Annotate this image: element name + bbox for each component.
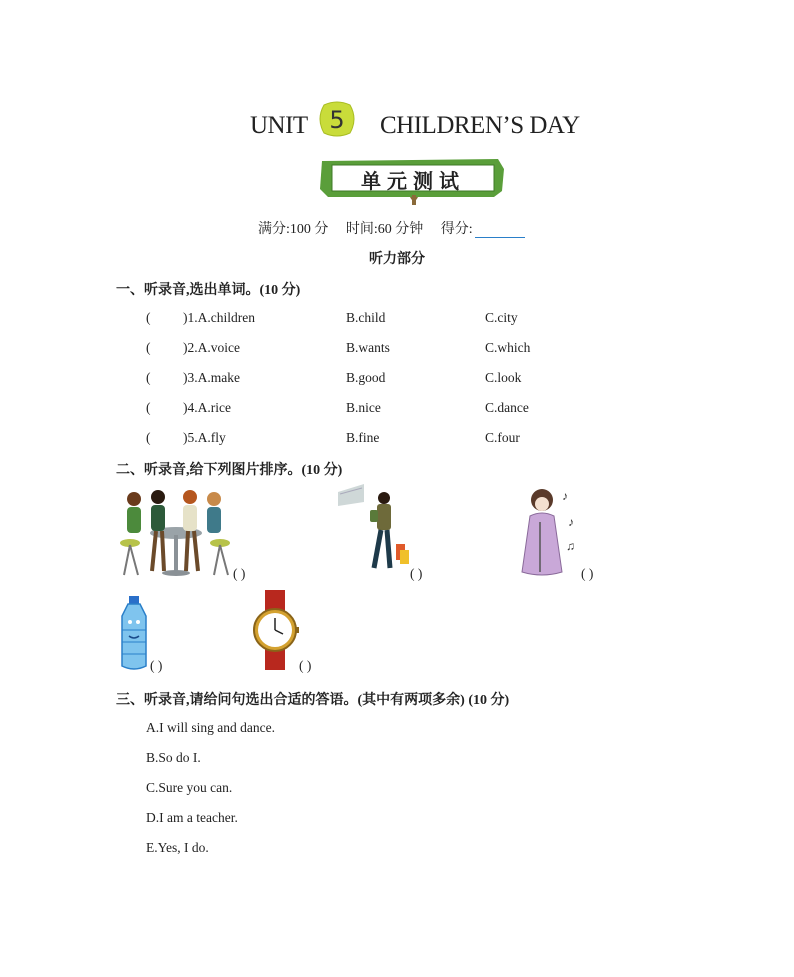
option-c: C.four bbox=[485, 430, 520, 445]
option-a: )3.A.make bbox=[183, 370, 240, 385]
option-b: B.nice bbox=[346, 400, 381, 415]
test-banner bbox=[318, 157, 506, 207]
unit-number-badge bbox=[318, 101, 356, 137]
wrist-watch-icon bbox=[250, 590, 300, 670]
picture3-answer[interactable]: ( ) bbox=[581, 566, 594, 581]
time-limit: 时间:60 分钟 bbox=[345, 222, 424, 237]
option-b: B.good bbox=[346, 370, 386, 385]
unit-name: CHILDREN’S DAY bbox=[380, 112, 580, 139]
option-b: B.fine bbox=[346, 430, 380, 445]
answer-option-b: B.So do I. bbox=[146, 750, 201, 765]
svg-text:♫: ♫ bbox=[566, 539, 575, 553]
unit-number: 5 bbox=[329, 106, 345, 134]
total-score: 满分:100 分 bbox=[258, 222, 329, 237]
answer-paren[interactable]: ( bbox=[146, 340, 151, 355]
answer-paren[interactable]: ( bbox=[146, 400, 151, 415]
part-title: 听力部分 bbox=[369, 252, 425, 267]
answer-option-a: A.I will sing and dance. bbox=[146, 720, 275, 735]
banner-text: 单元测试 bbox=[361, 169, 465, 193]
option-a: )4.A.rice bbox=[183, 400, 231, 415]
option-c: C.city bbox=[485, 310, 518, 325]
answer-paren[interactable]: ( bbox=[146, 430, 151, 445]
picture2-answer[interactable]: ( ) bbox=[410, 566, 423, 581]
score-label: 得分: bbox=[440, 222, 473, 237]
answer-paren[interactable]: ( bbox=[146, 310, 151, 325]
option-a: )1.A.children bbox=[183, 310, 255, 325]
section2-title: 二、听录音,给下列图片排序。(10 分) bbox=[116, 463, 343, 478]
answer-paren[interactable]: ( bbox=[146, 370, 151, 385]
answer-option-e: E.Yes, I do. bbox=[146, 840, 209, 855]
option-b: B.wants bbox=[346, 340, 390, 355]
woman-shopping-icon bbox=[334, 482, 414, 578]
option-a: )5.A.fly bbox=[183, 430, 226, 445]
score-info bbox=[258, 218, 539, 238]
option-c: C.look bbox=[485, 370, 522, 385]
score-blank[interactable] bbox=[475, 223, 525, 238]
answer-option-c: C.Sure you can. bbox=[146, 780, 233, 795]
section1-title: 一、听录音,选出单词。(10 分) bbox=[116, 283, 301, 298]
picture4-answer[interactable]: ( ) bbox=[150, 658, 163, 673]
option-b: B.child bbox=[346, 310, 386, 325]
unit-label: UNIT bbox=[250, 112, 308, 139]
water-bottle-icon bbox=[116, 596, 152, 672]
option-c: C.dance bbox=[485, 400, 529, 415]
answer-option-d: D.I am a teacher. bbox=[146, 810, 238, 825]
option-c: C.which bbox=[485, 340, 531, 355]
picture1-answer[interactable]: ( ) bbox=[233, 566, 246, 581]
svg-text:♪: ♪ bbox=[562, 489, 568, 503]
woman-singing-icon bbox=[510, 486, 582, 578]
option-a: )2.A.voice bbox=[183, 340, 240, 355]
svg-text:♪: ♪ bbox=[568, 515, 574, 529]
section3-title: 三、听录音,请给问句选出合适的答语。(其中有两项多余) (10 分) bbox=[116, 693, 510, 708]
picture5-answer[interactable]: ( ) bbox=[299, 658, 312, 673]
women-at-table-icon bbox=[116, 487, 236, 579]
